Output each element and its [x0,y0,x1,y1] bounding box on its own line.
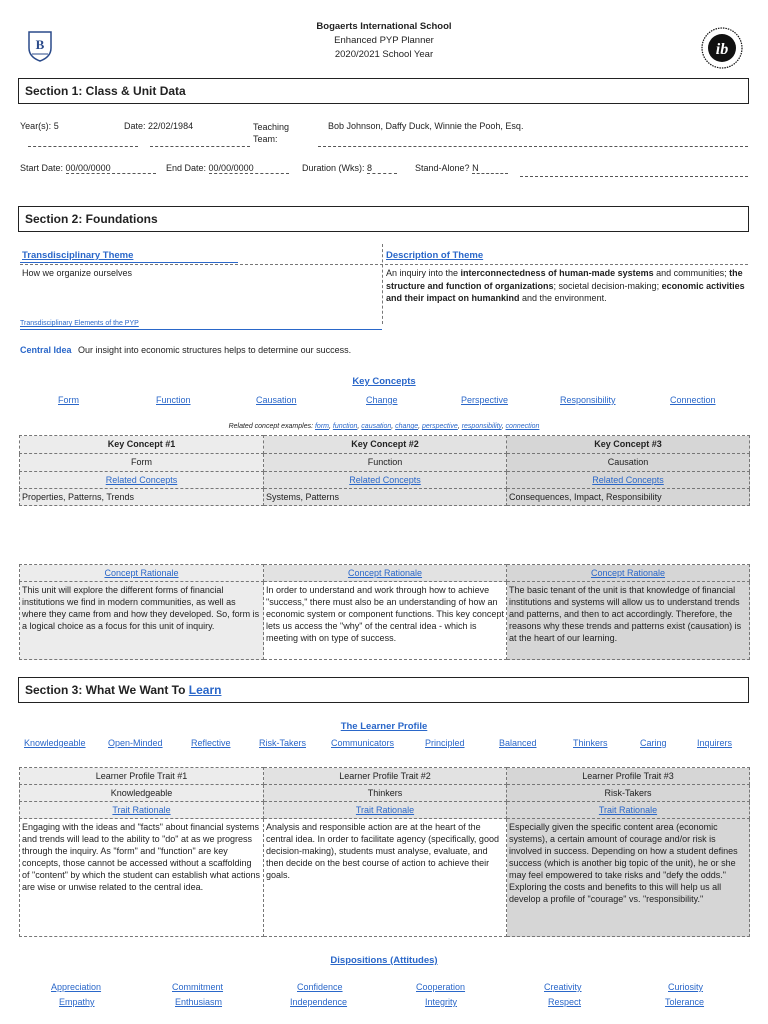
concept-rationale-1: This unit will explore the different forms of financial institutions we find in modern communities, as well as where they came from and how they developed. So, form is a logical choice as a focus for this unit of inquiry. [20,582,264,660]
trait-rationale-2: Analysis and responsible action are at the heart of the central idea. In order to facilitate agency (specifically, good decision-making), students must analyse, evaluate, and then decide on the best course of action to achieve their goals. [264,819,507,937]
school-year: 2020/2021 School Year [334,49,434,60]
key-concept-function[interactable]: Function [156,395,191,405]
lp-trait-3: Risk-Takers [507,785,750,802]
lp-trait-1: Knowledgeable [20,785,264,802]
learner-profile-title[interactable]: The Learner Profile [340,721,428,732]
related-example-responsibility[interactable]: responsibility [461,423,502,430]
disposition-empathy[interactable]: Empathy [59,997,95,1007]
section1-row2-underline [520,176,748,177]
theme-label-underline [20,262,238,263]
standalone-field [415,163,508,174]
trait-rationale-1: Engaging with the ideas and "facts" about financial systems and trends will lead to the ability to "do" at as we progress through the inquiry. As "form" and "function" are key concepts, those cannot be accessed without a scaffolding of "content" by which the student can establish what actions are wise or unwise related to the central idea. [20,819,264,937]
related-example-function[interactable]: function [332,423,358,430]
trait-rationale-link-3[interactable]: Trait Rationale [598,805,658,815]
profile-principled[interactable]: Principled [425,738,465,748]
description-of-theme-link[interactable]: Description of Theme [386,250,484,261]
planner-name: Enhanced PYP Planner [334,35,434,46]
concept-rationale-2: In order to understand and work through how to achieve "success," there must also be an understanding of how an economic system or component functions. This key concept lets us access the "why" of the central idea - which is meeting with on type of success. [264,582,507,660]
teaching-value: Bob Johnson, Daffy Duck, Winnie the Pooh, Esq. [328,121,524,131]
related-examples-label: Related concept examples: [228,423,314,430]
profile-balanced[interactable]: Balanced [499,738,537,748]
kc-value-2: Function [264,454,507,472]
concept-rationale-table [19,564,750,660]
disposition-enthusiasm[interactable]: Enthusiasm [175,997,223,1007]
end-date-label: End Date: [166,163,207,173]
concept-rationale-link-3[interactable]: Concept Rationale [590,568,666,578]
key-concept-responsibility[interactable]: Responsibility [560,395,616,405]
profile-reflective[interactable]: Reflective [191,738,231,748]
duration-label: Duration (Wks): [302,163,365,173]
key-concept-change[interactable]: Change [366,395,398,405]
trait-rationale-link-2[interactable]: Trait Rationale [355,805,415,815]
school-name: Bogaerts International School [316,21,452,32]
key-concepts-title[interactable]: Key Concepts [352,376,416,387]
related-example-connection[interactable]: connection [505,423,540,430]
disposition-respect[interactable]: Respect [548,997,582,1007]
related-concepts-value-2: Systems, Patterns [264,489,507,506]
kc-header-2: Key Concept #2 [264,436,507,454]
trait-rationale-link-1[interactable]: Trait Rationale [112,805,171,815]
learner-profile-table [19,767,750,937]
profile-risk-takers[interactable]: Risk-Takers [259,738,307,748]
elements-link-underline [20,329,382,330]
start-date-label: Start Date: [20,163,64,173]
theme-header-divider [20,264,748,265]
theme-value: How we organize ourselves [22,268,133,278]
key-concepts-table [19,435,750,506]
date-field [124,121,193,131]
learner-profile-row [0,738,768,752]
disposition-confidence[interactable]: Confidence [297,982,343,992]
concept-rationale-link-1[interactable]: Concept Rationale [104,568,179,578]
kc-header-3: Key Concept #3 [507,436,750,454]
related-concepts-link-3[interactable]: Related Concepts [592,475,664,485]
document-header [0,20,768,62]
kc-header-1: Key Concept #1 [20,436,264,454]
duration-value: 8 [367,163,397,174]
disposition-curiosity[interactable]: Curiosity [668,982,704,992]
lp-header-1: Learner Profile Trait #1 [20,768,264,785]
standalone-value: N [472,163,508,174]
profile-inquirers[interactable]: Inquirers [697,738,733,748]
related-concepts-value-1: Properties, Patterns, Trends [20,489,264,506]
years-value: 5 [53,121,59,131]
related-example-form[interactable]: form [314,423,329,430]
key-concept-causation[interactable]: Causation [256,395,297,405]
section1-title: Section 1: Class & Unit Data [18,78,749,104]
section2-title: Section 2: Foundations [18,206,749,232]
key-concept-connection[interactable]: Connection [670,395,716,405]
lp-header-3: Learner Profile Trait #3 [507,768,750,785]
profile-communicators[interactable]: Communicators [331,738,395,748]
kc-value-1: Form [20,454,264,472]
disposition-commitment[interactable]: Commitment [172,982,224,992]
transdisciplinary-elements-link[interactable]: Transdisciplinary Elements of the PYP [20,320,139,327]
key-concept-form[interactable]: Form [58,395,79,405]
section3-title: Section 3: What We Want To Learn [18,677,749,703]
disposition-tolerance[interactable]: Tolerance [665,997,705,1007]
svg-text:B: B [35,37,45,52]
theme-description: An inquiry into the interconnectedness of human-made systems and communities; the structure and function of organizations; societal decision-making; economic activities and their impact on humankind and the environment. [386,268,745,303]
kc-value-3: Causation [507,454,750,472]
start-date-value: 00/00/0000 [66,163,156,174]
end-date-value: 00/00/0000 [209,163,289,174]
central-idea-value: Our insight into economic structures helps to determine our success. [78,345,352,355]
concept-rationale-link-2[interactable]: Concept Rationale [347,568,423,578]
disposition-cooperation[interactable]: Cooperation [416,982,466,992]
related-example-change[interactable]: change [395,423,419,430]
key-concept-perspective[interactable]: Perspective [461,395,509,405]
end-date-field [166,163,289,174]
profile-knowledgeable[interactable]: Knowledgeable [24,738,86,748]
related-concepts-link-2[interactable]: Related Concepts [349,475,421,485]
teaching-underline [318,146,748,147]
lp-trait-2: Thinkers [264,785,507,802]
theme-column-divider [382,244,383,324]
standalone-label: Stand-Alone? [415,163,470,173]
related-concept-examples: Related concept examples: form, function, causation, change, perspective, responsibility, connection [228,423,540,430]
related-concepts-link-1[interactable]: Related Concepts [105,475,178,485]
date-label: Date: [124,121,146,131]
related-example-causation[interactable]: causation [361,423,392,430]
learn-link[interactable]: Learn [188,683,222,697]
concept-rationale-3: The basic tenant of the unit is that knowledge of financial institutions and systems will allow us to understand trends and patterns, and then to act accordingly. Therefore, the reasons why these trends and patterns exist (causation) is at the heart of our learning. [507,582,750,660]
central-idea-link[interactable]: Central Idea [20,345,72,355]
profile-open-minded[interactable]: Open-Minded [108,738,163,748]
transdisciplinary-theme-link[interactable]: Transdisciplinary Theme [22,250,134,261]
disposition-creativity[interactable]: Creativity [544,982,582,992]
disposition-independence[interactable]: Independence [290,997,348,1007]
trait-rationale-3: Especially given the specific content area (economic systems), a certain amount of courage and/or risk is involved in success. Depending on how a student defines success (which is another big topic of the unit), he or she may feel empowered to take risks and "defy the odds." Exploring the costs and benefits to this will help us all develop a profile of "courage" vs. "responsibility." [507,819,750,937]
svg-text:ib: ib [715,41,729,58]
years-label: Year(s): [20,121,52,131]
teaching-label: Teaching Team: [253,122,290,144]
disposition-appreciation[interactable]: Appreciation [51,982,102,992]
duration-field [302,163,397,174]
lp-header-2: Learner Profile Trait #2 [264,768,507,785]
years-underline [28,146,138,147]
years-field [20,121,59,131]
central-idea-row [20,345,351,355]
profile-thinkers[interactable]: Thinkers [573,738,608,748]
disposition-integrity[interactable]: Integrity [425,997,458,1007]
dispositions-row-2 [0,997,768,1011]
dispositions-title[interactable]: Dispositions (Attitudes) [330,955,438,966]
date-underline [150,146,250,147]
ib-logo [700,26,744,70]
dispositions-row-1 [0,982,768,996]
date-value: 22/02/1984 [148,121,194,131]
related-example-perspective[interactable]: perspective [422,423,458,430]
profile-caring[interactable]: Caring [640,738,667,748]
related-concepts-value-3: Consequences, Impact, Responsibility [507,489,750,506]
start-date-field [20,163,156,174]
